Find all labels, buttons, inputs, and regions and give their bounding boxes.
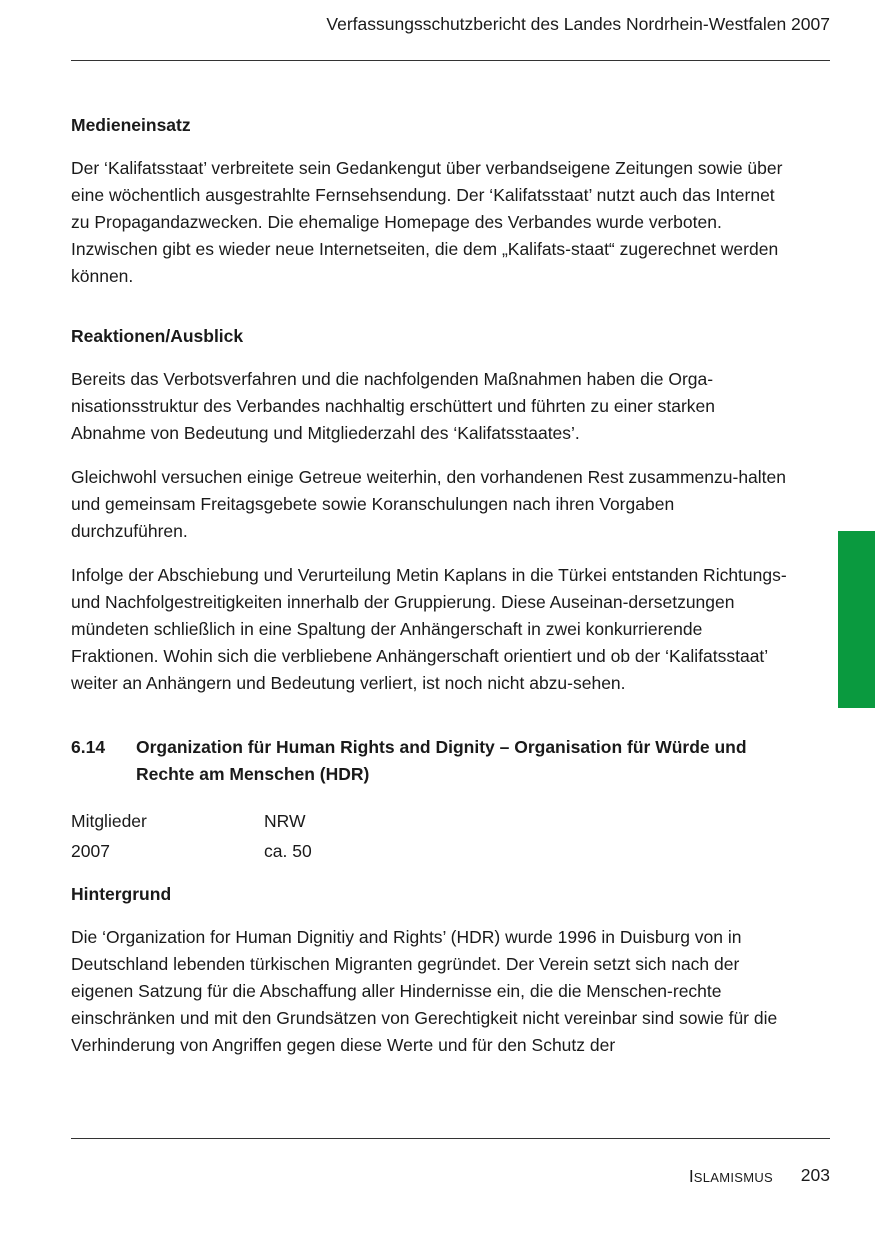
heading-hintergrund: Hintergrund bbox=[71, 884, 172, 904]
members-label: Mitglieder bbox=[71, 811, 147, 831]
paragraph-reaktionen-1: Bereits das Verbotsverfahren und die nachfolgenden Maßnahmen haben die Orga-nisationsstruktur des Verbandes nachhaltig erschüttert und führten zu einer starken Abnahme von Bedeutung und Mitgliederzahl des ‘Kalifatsstaates’. bbox=[71, 369, 715, 443]
footer-section-rest: SLAMISMUS bbox=[693, 1170, 773, 1185]
running-header-title: Verfassungsschutzbericht des Landes Nordrhein-Westfalen 2007 bbox=[326, 14, 830, 34]
members-year: 2007 bbox=[71, 841, 110, 861]
chapter-tab-marker bbox=[838, 531, 875, 708]
paragraph-medieneinsatz: Der ‘Kalifatsstaat’ verbreitete sein Gedankengut über verbandseigene Zeitungen sowie über eine wöchentlich ausgestrahlte Fernsehsendung. Der ‘Kalifatsstaat’ nutzt auch das Internet zu Propagandazwecken. Die ehemalige Homepage des Verbandes wurde verboten. Inzwischen gibt es wieder neue Internetseiten, die dem „Kalifats-staat“ zugerechnet werden können. bbox=[71, 158, 783, 286]
footer-rule bbox=[71, 1138, 830, 1139]
heading-reaktionen: Reaktionen/Ausblick bbox=[71, 326, 244, 346]
header-rule bbox=[71, 60, 830, 61]
paragraph-reaktionen-3: Infolge der Abschiebung und Verurteilung Metin Kaplans in die Türkei entstanden Richtungs- und Nachfolgestreitigkeiten innerhalb der Gruppierung. Diese Auseinan-dersetzungen mündeten schließlich in eine Spaltung der Anhängerschaft in zwei konkurrierende Fraktionen. Wohin sich die verbliebene Anhängerschaft orientiert und ob der ‘Kalifatsstaat’ weiter an Anhängern und Bedeutung verliert, ist noch nicht abzu-sehen. bbox=[71, 565, 787, 693]
members-region: NRW bbox=[264, 811, 306, 831]
paragraph-reaktionen-2: Gleichwohl versuchen einige Getreue weiterhin, den vorhandenen Rest zusammenzu-halten und gemeinsam Freitagsgebete sowie Koranschulungen nach ihren Vorgaben durchzuführen. bbox=[71, 467, 786, 541]
section-number: 6.14 bbox=[71, 737, 106, 757]
paragraph-hintergrund: Die ‘Organization for Human Dignitiy and Rights’ (HDR) wurde 1996 in Duisburg von in Deutschland lebenden türkischen Migranten gegründet. Der Verein setzt sich nach der eigenen Satzung für die Abschaffung aller Hindernisse ein, die die Menschen-rechte einschränken und mit den Grundsätzen von Gerechtigkeit nicht vereinbar sind sowie für die Verhinderung von Angriffen gegen diese Werte und für den Schutz der bbox=[71, 927, 778, 1055]
footer-section-name bbox=[689, 1165, 773, 1189]
section-title: Organization für Human Rights and Dignity – Organisation für Würde und Rechte am Menschen (HDR) bbox=[136, 737, 747, 784]
members-table bbox=[71, 806, 791, 866]
page-number: 203 bbox=[800, 1165, 830, 1185]
members-count: ca. 50 bbox=[264, 841, 312, 861]
section-heading-hdr bbox=[71, 734, 791, 788]
footer-section-initial: I bbox=[688, 1166, 694, 1186]
page-content bbox=[71, 113, 791, 1059]
heading-medieneinsatz: Medieneinsatz bbox=[71, 115, 191, 135]
